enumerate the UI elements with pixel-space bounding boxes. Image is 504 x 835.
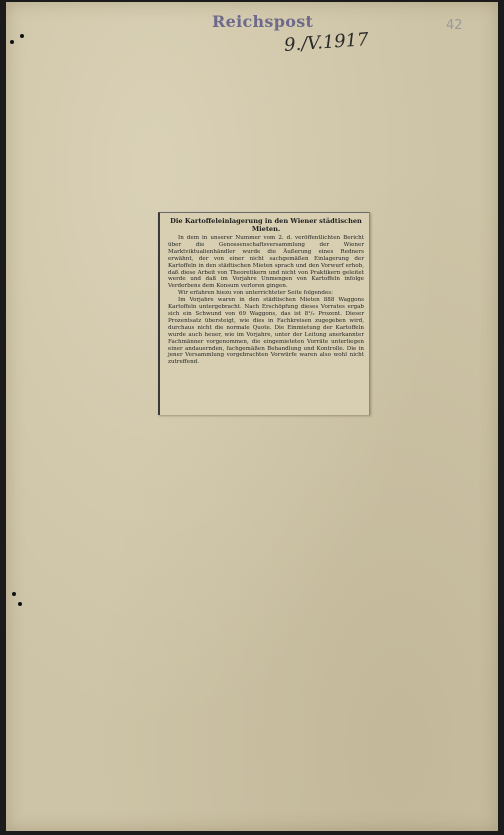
binding-hole: [20, 34, 24, 38]
folio-number: 42: [446, 18, 463, 33]
article-paragraph: Wir erfahren hiezu von unterrichteter Seite folgendes:: [178, 290, 334, 297]
binding-hole: [10, 40, 14, 44]
article-paragraph: In dem in unserer Nummer vom 2. d. veröffentlichten Bericht über die Genossenschaftsversammlung der Wiener Marktviktualienhändler wurde die Äußerung eines Redners erwähnt, der von einer nicht sachgemäßen Einlagerung der Kartoffeln in den städtischen Mieten sprach und den Vorwurf erhob, daß diese Arbeit von Theoretikern und nicht von Praktikern geleitet werde und daß im Vorjahre Unmengen von Kartoffeln infolge Verderbens dem Konsum verloren gingen.: [168, 235, 364, 290]
archive-page: [6, 2, 498, 831]
binding-hole: [18, 602, 22, 606]
newspaper-clipping: [158, 212, 370, 415]
article-body: [168, 235, 364, 366]
binding-hole: [12, 592, 16, 596]
article-paragraph: Im Vorjahre waren in den städtischen Mieten 888 Waggons Kartoffeln untergebracht. Nach Erschöpfung dieses Vorrates ergab sich ein Schwund von 69 Waggons, das ist 8¹/₂ Prozent. Dieser Prozentsatz übersteigt, wie dies in Fachkreisen zugegeben wird, durchaus nicht die normale Quote. Die Einmietung der Kartoffeln wurde auch heuer, wie im Vorjahre, unter der Leitung anerkannter Fachmänner vorgenommen, die eingemieteten Vorräte unterliegen einer andauernden, fachgemäßen Behandlung und Kontrolle. Die in jener Versammlung vorgebrachten Vorwürfe waren also wohl nicht zutreffend.: [168, 297, 364, 366]
newspaper-stamp: Reichspost: [212, 12, 314, 31]
article-headline: Die Kartoffeleinlagerung in den Wiener städtischen Mieten.: [170, 217, 362, 233]
handwritten-date: 9./V.1917: [283, 29, 370, 56]
